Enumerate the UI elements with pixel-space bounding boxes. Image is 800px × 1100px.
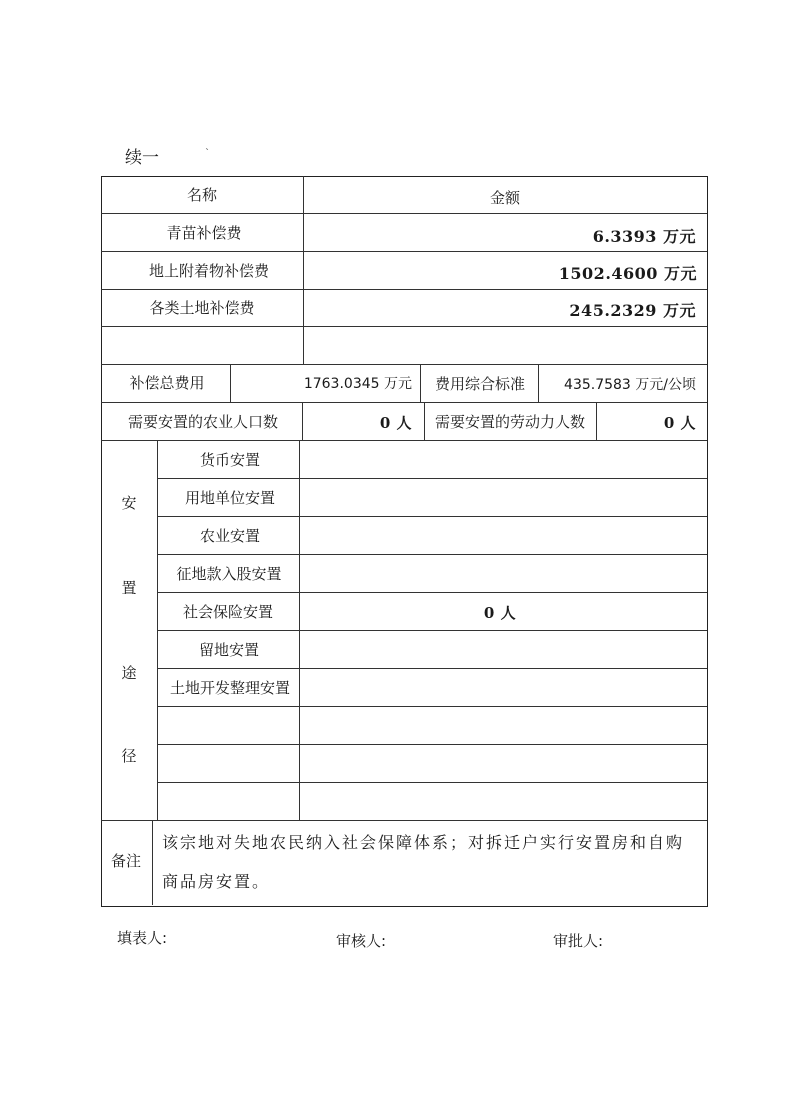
item-amount-land: 245.2329 万元: [569, 301, 696, 320]
cost-standard-value: 435.7583 万元/公顷: [564, 377, 696, 393]
col-divider: [157, 440, 158, 820]
col-divider: [424, 402, 425, 440]
col-divider: [303, 176, 304, 364]
row-divider: [101, 440, 707, 441]
item-amount-seedling: 6.3393 万元: [592, 227, 696, 246]
item-label-land: 各类土地补偿费: [149, 299, 255, 317]
resettle-label-char: 置: [121, 579, 137, 597]
labor-count-label: 需要安置的劳动力人数: [434, 413, 586, 431]
resettle-method-label: 货币安置: [199, 451, 261, 469]
row-divider: [101, 289, 707, 290]
col-divider: [538, 364, 539, 402]
resettle-method-label: 农业安置: [199, 527, 261, 545]
row-divider: [101, 402, 707, 403]
col-divider: [230, 364, 231, 402]
row-divider: [157, 668, 707, 669]
remark-label: 备注: [110, 852, 142, 870]
item-amount-attachments: 1502.4600 万元: [558, 264, 697, 283]
approver-signature-label: 审批人:: [553, 932, 604, 950]
total-cost-value: 1763.0345 万元: [303, 376, 412, 392]
amount-column-header: 金额: [489, 189, 521, 207]
row-divider: [101, 326, 707, 327]
row-divider: [157, 744, 707, 745]
resettle-label-char: 安: [121, 494, 137, 512]
resettle-method-label: 留地安置: [198, 641, 260, 659]
row-divider: [157, 630, 707, 631]
resettle-label-char: 途: [121, 664, 137, 682]
row-divider: [101, 820, 707, 821]
row-divider: [101, 364, 707, 365]
item-label-seedling: 青苗补偿费: [166, 224, 242, 242]
remark-line-2: 商品房安置。: [162, 872, 271, 891]
row-divider: [157, 516, 707, 517]
resettle-method-label: 征地款入股安置: [176, 565, 282, 583]
col-divider: [596, 402, 597, 440]
col-divider: [420, 364, 421, 402]
row-divider: [157, 478, 707, 479]
resettle-method-label: 社会保险安置: [182, 603, 274, 621]
col-divider: [299, 440, 300, 820]
scan-mark: `: [205, 148, 210, 159]
row-divider: [101, 251, 707, 252]
row-divider: [157, 554, 707, 555]
filler-signature-label: 填表人:: [117, 929, 168, 947]
item-label-attachments: 地上附着物补偿费: [148, 262, 270, 280]
reviewer-signature-label: 审核人:: [336, 932, 387, 950]
agri-population-label: 需要安置的农业人口数: [127, 413, 279, 431]
resettle-method-label: 土地开发整理安置: [169, 679, 291, 697]
col-divider: [302, 402, 303, 440]
labor-count-value: 0 人: [663, 414, 696, 432]
continuation-title: 续一: [125, 148, 159, 168]
row-divider: [157, 706, 707, 707]
social-insurance-value: 0 人: [483, 604, 517, 622]
cost-standard-label: 费用综合标准: [434, 375, 526, 393]
row-divider: [157, 782, 707, 783]
col-divider: [152, 820, 153, 905]
name-column-header: 名称: [186, 186, 218, 204]
table-border: [101, 176, 708, 907]
remark-line-1: 该宗地对失地农民纳入社会保障体系；对拆迁户实行安置房和自购: [162, 833, 685, 852]
agri-population-value: 0 人: [379, 414, 412, 432]
row-divider: [101, 213, 707, 214]
row-divider: [157, 592, 707, 593]
resettle-method-label: 用地单位安置: [184, 489, 276, 507]
resettle-label-char: 径: [121, 747, 137, 765]
total-cost-label: 补偿总费用: [129, 374, 205, 392]
